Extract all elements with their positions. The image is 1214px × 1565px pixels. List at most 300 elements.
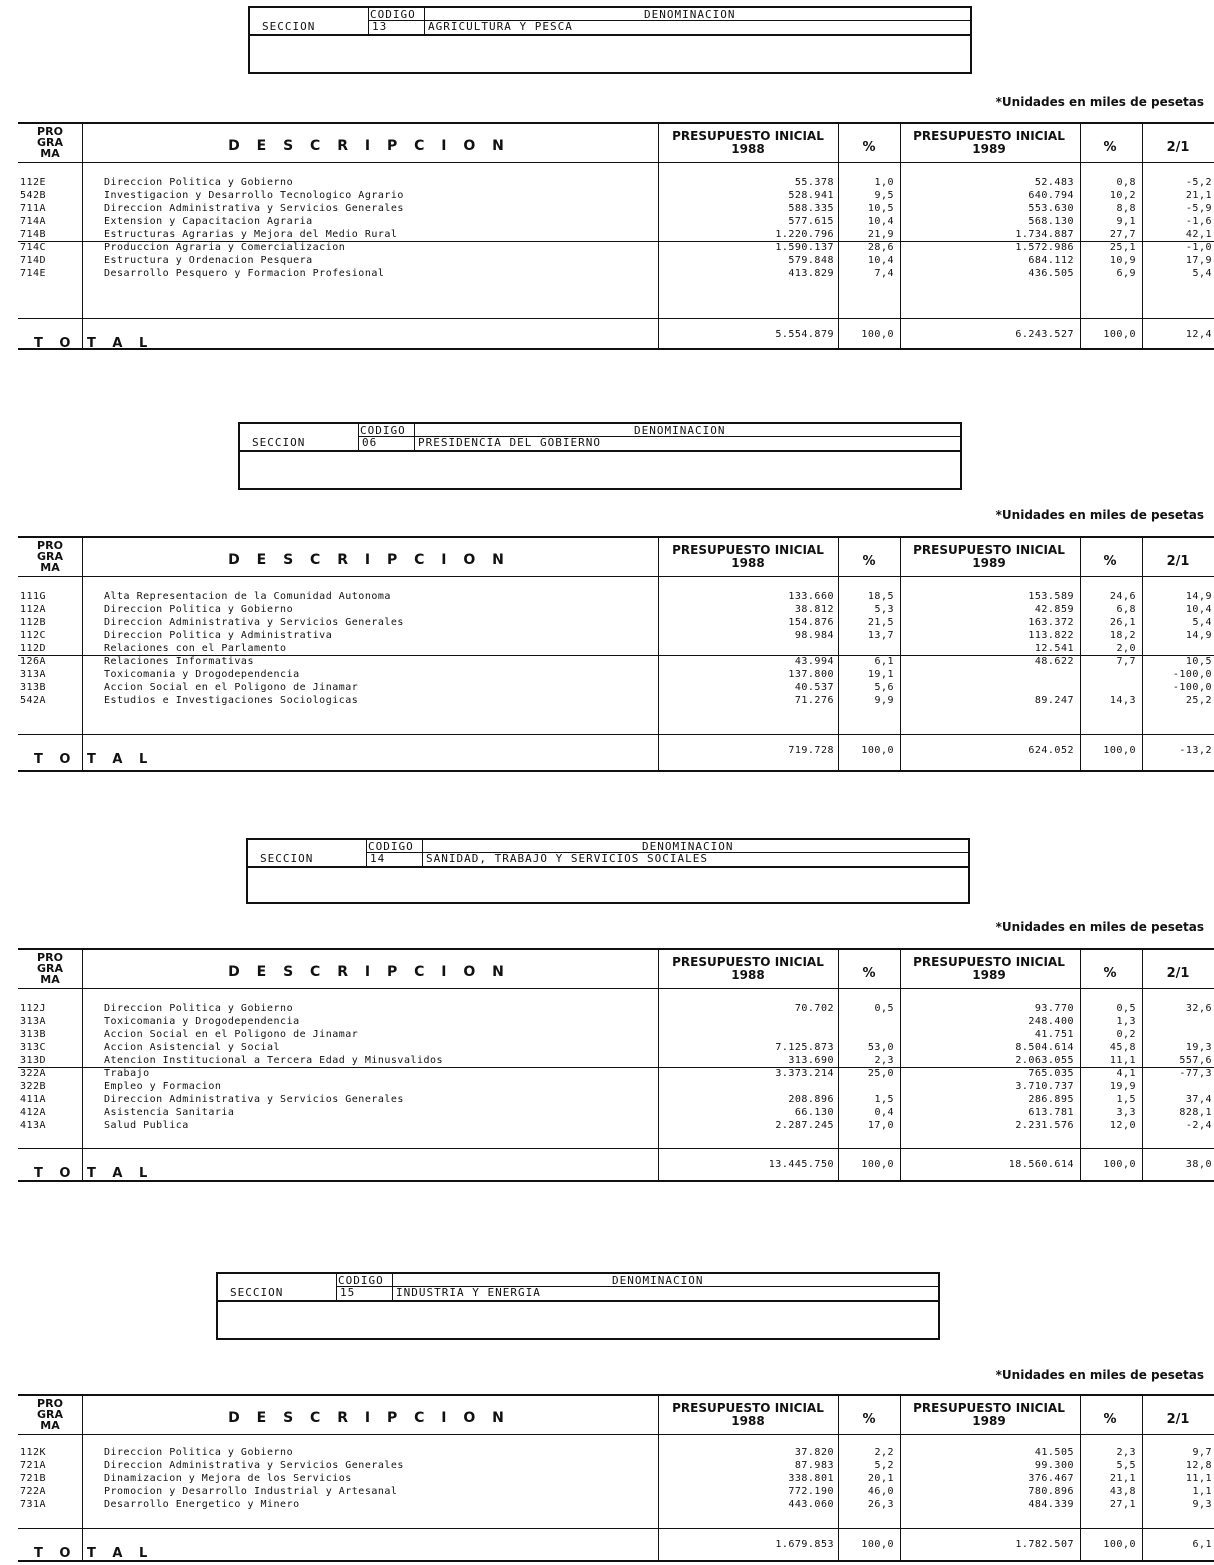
programa-code: 313D — [20, 1055, 47, 1066]
total-label: T O T A L — [34, 752, 154, 767]
units-note: *Unidades en miles de pesetas — [995, 508, 1204, 522]
descripcion-cell: Desarrollo Pesquero y Formacion Profesional — [104, 268, 385, 279]
pct-1989-cell: 10,9 — [1109, 255, 1136, 266]
pct-1989-cell: 9,1 — [1116, 216, 1136, 227]
pct-1989-cell: 45,8 — [1109, 1042, 1136, 1053]
programa-code: 313B — [20, 1029, 47, 1040]
divider — [336, 1274, 337, 1300]
total-label: T O T A L — [34, 336, 154, 351]
presupuesto-1988-cell: 70.702 — [794, 1003, 834, 1014]
ratio-cell: 17,9 — [1185, 255, 1212, 266]
pct-1989-cell: 12,0 — [1109, 1120, 1136, 1131]
presupuesto-1989-cell: 153.589 — [1028, 591, 1074, 602]
presupuesto-1988-header: PRESUPUESTO INICIAL 1988 — [672, 1401, 824, 1428]
programa-code: 411A — [20, 1094, 47, 1105]
descripcion-cell: Dinamizacion y Mejora de los Servicios — [104, 1473, 352, 1484]
presupuesto-1989-cell: 640.794 — [1028, 190, 1074, 201]
units-note: *Unidades en miles de pesetas — [995, 95, 1204, 109]
total-pct-1988: 100,0 — [861, 1159, 894, 1170]
presupuesto-1989-cell: 41.751 — [1034, 1029, 1074, 1040]
pct-1988-cell: 0,4 — [874, 1107, 894, 1118]
total-row — [18, 744, 1214, 757]
pct-1989-cell: 24,6 — [1109, 591, 1136, 602]
descripcion-cell: Toxicomania y Drogodependencia — [104, 669, 300, 680]
ratio-cell: 14,9 — [1185, 591, 1212, 602]
ratio-cell: -5,2 — [1185, 177, 1212, 188]
presupuesto-1989-cell: 765.035 — [1028, 1068, 1074, 1079]
divider — [368, 8, 369, 34]
total-divider — [18, 318, 1214, 319]
table-row — [18, 189, 1214, 202]
programa-header: PRO GRA MA — [36, 539, 63, 574]
presupuesto-1988-cell: 1.220.796 — [775, 229, 834, 240]
descripcion-cell: Promocion y Desarrollo Industrial y Artesanal — [104, 1486, 398, 1497]
presupuesto-1989-cell: 99.300 — [1034, 1460, 1074, 1471]
table-row — [18, 1472, 1214, 1485]
pct-1988-cell: 9,5 — [874, 190, 894, 201]
programa-code: 721A — [20, 1460, 47, 1471]
presupuesto-1989-cell: 2.063.055 — [1015, 1055, 1074, 1066]
programa-code: 111G — [20, 591, 47, 602]
presupuesto-1989-cell: 93.770 — [1034, 1003, 1074, 1014]
table-row — [18, 254, 1214, 267]
presupuesto-1988-cell: 133.660 — [788, 591, 834, 602]
pct-1989-cell: 7,7 — [1116, 656, 1136, 667]
total-pct-1988: 100,0 — [861, 329, 894, 340]
descripcion-cell: Investigacion y Desarrollo Tecnologico Agrario — [104, 190, 404, 201]
programa-code: 714B — [20, 229, 47, 240]
pct-1989-header: % — [1103, 140, 1117, 155]
pct-1989-header: % — [1103, 554, 1117, 569]
denominacion-value: SANIDAD, TRABAJO Y SERVICIOS SOCIALES — [426, 852, 709, 865]
section-header-box — [246, 838, 970, 904]
programa-code: 714D — [20, 255, 47, 266]
presupuesto-1988-cell: 2.287.245 — [775, 1120, 834, 1131]
budget-table — [18, 1394, 1214, 1562]
presupuesto-1989-cell: 613.781 — [1028, 1107, 1074, 1118]
total-divider — [18, 1148, 1214, 1149]
table-row — [18, 1080, 1214, 1093]
section-header-row — [240, 424, 960, 452]
pct-1988-cell: 18,5 — [867, 591, 894, 602]
descripcion-cell: Extension y Capacitacion Agraria — [104, 216, 313, 227]
total-pct-1988: 100,0 — [861, 1539, 894, 1550]
pct-1989-cell: 26,1 — [1109, 617, 1136, 628]
budget-table — [18, 948, 1214, 1182]
denominacion-value: INDUSTRIA Y ENERGIA — [396, 1286, 541, 1299]
total-row — [18, 1538, 1214, 1551]
programa-code: 412A — [20, 1107, 47, 1118]
pct-1988-cell: 10,4 — [867, 255, 894, 266]
presupuesto-1989-header: PRESUPUESTO INICIAL 1989 — [913, 129, 1065, 156]
pct-1989-cell: 6,8 — [1116, 604, 1136, 615]
descripcion-header: D E S C R I P C I O N — [228, 964, 510, 980]
pct-1988-cell: 26,3 — [867, 1499, 894, 1510]
ratio-cell: 12,8 — [1185, 1460, 1212, 1471]
table-row — [18, 1015, 1214, 1028]
table-row — [18, 1106, 1214, 1119]
codigo-label: CODIGO — [338, 1274, 384, 1287]
table-row — [18, 629, 1214, 642]
presupuesto-1989-cell: 553.630 — [1028, 203, 1074, 214]
presupuesto-1988-cell: 588.335 — [788, 203, 834, 214]
section-header-box — [216, 1272, 940, 1340]
pct-1988-cell: 21,5 — [867, 617, 894, 628]
total-divider — [18, 734, 1214, 735]
pct-1989-cell: 6,9 — [1116, 268, 1136, 279]
pct-1989-header: % — [1103, 1412, 1117, 1427]
ratio-cell: 21,1 — [1185, 190, 1212, 201]
total-presupuesto-1988: 5.554.879 — [775, 329, 834, 340]
presupuesto-1988-cell: 7.125.873 — [775, 1042, 834, 1053]
total-presupuesto-1989: 18.560.614 — [1008, 1159, 1074, 1170]
programa-code: 731A — [20, 1499, 47, 1510]
pct-1989-cell: 0,8 — [1116, 177, 1136, 188]
seccion-label: SECCION — [252, 436, 306, 449]
seccion-label: SECCION — [260, 852, 314, 865]
pct-1988-cell: 21,9 — [867, 229, 894, 240]
presupuesto-1988-cell: 208.896 — [788, 1094, 834, 1105]
descripcion-header: D E S C R I P C I O N — [228, 552, 510, 568]
programa-header: PRO GRA MA — [36, 1397, 63, 1432]
codigo-value: 15 — [340, 1286, 356, 1299]
section-header-box — [238, 422, 962, 490]
presupuesto-1989-cell: 12.541 — [1034, 643, 1074, 654]
ratio-cell: 9,3 — [1192, 1499, 1212, 1510]
pct-1988-header: % — [862, 140, 876, 155]
budget-table — [18, 536, 1214, 772]
table-row — [18, 202, 1214, 215]
header-divider — [18, 1434, 1214, 1435]
descripcion-cell: Produccion Agraria y Comercializacion — [104, 242, 346, 253]
ratio-cell: 19,3 — [1185, 1042, 1212, 1053]
total-label: T O T A L — [34, 1546, 154, 1561]
pct-1989-cell: 4,1 — [1116, 1068, 1136, 1079]
total-row — [18, 328, 1214, 341]
total-divider — [18, 1528, 1214, 1529]
programa-code: 714A — [20, 216, 47, 227]
pct-1989-cell: 1,3 — [1116, 1016, 1136, 1027]
pct-1989-header: % — [1103, 966, 1117, 981]
codigo-label: CODIGO — [368, 840, 414, 853]
ratio-cell: -2,4 — [1185, 1120, 1212, 1131]
divider — [414, 424, 415, 450]
ratio-cell: 11,1 — [1185, 1473, 1212, 1484]
section-header-row — [250, 8, 970, 36]
divider — [392, 1274, 393, 1300]
descripcion-cell: Direccion Administrativa y Servicios Generales — [104, 1094, 404, 1105]
pct-1988-header: % — [862, 966, 876, 981]
divider — [424, 8, 425, 34]
presupuesto-1988-cell: 579.848 — [788, 255, 834, 266]
descripcion-cell: Accion Social en el Poligono de Jinamar — [104, 1029, 359, 1040]
descripcion-cell: Direccion Administrativa y Servicios Generales — [104, 617, 404, 628]
total-presupuesto-1989: 624.052 — [1028, 745, 1074, 756]
units-note: *Unidades en miles de pesetas — [995, 1368, 1204, 1382]
programa-code: 542A — [20, 695, 47, 706]
pct-1988-cell: 5,6 — [874, 682, 894, 693]
descripcion-cell: Accion Asistencial y Social — [104, 1042, 281, 1053]
total-ratio: -13,2 — [1179, 745, 1212, 756]
table-row — [18, 1446, 1214, 1459]
ratio-cell: 9,7 — [1192, 1447, 1212, 1458]
programa-code: 322A — [20, 1068, 47, 1079]
descripcion-cell: Empleo y Formacion — [104, 1081, 222, 1092]
total-presupuesto-1988: 1.679.853 — [775, 1539, 834, 1550]
ratio-header: 2/1 — [1166, 966, 1190, 981]
table-row — [18, 681, 1214, 694]
programa-code: 112D — [20, 643, 47, 654]
programa-header: PRO GRA MA — [36, 951, 63, 986]
total-presupuesto-1988: 13.445.750 — [768, 1159, 834, 1170]
divider — [422, 840, 423, 866]
table-row — [18, 668, 1214, 681]
presupuesto-1988-cell: 37.820 — [794, 1447, 834, 1458]
ratio-cell: -1,6 — [1185, 216, 1212, 227]
pct-1989-cell: 0,2 — [1116, 1029, 1136, 1040]
pct-1989-cell: 27,1 — [1109, 1499, 1136, 1510]
programa-code: 126A — [20, 656, 47, 667]
presupuesto-1989-cell: 568.130 — [1028, 216, 1074, 227]
total-pct-1989: 100,0 — [1103, 1159, 1136, 1170]
presupuesto-1989-cell: 3.710.737 — [1015, 1081, 1074, 1092]
presupuesto-1989-cell: 484.339 — [1028, 1499, 1074, 1510]
budget-table — [18, 122, 1214, 350]
programa-code: 112B — [20, 617, 47, 628]
total-pct-1988: 100,0 — [861, 745, 894, 756]
descripcion-cell: Direccion Politica y Administrativa — [104, 630, 333, 641]
denominacion-value: AGRICULTURA Y PESCA — [428, 20, 573, 33]
descripcion-cell: Estructuras Agrarias y Mejora del Medio Rural — [104, 229, 398, 240]
presupuesto-1988-header: PRESUPUESTO INICIAL 1988 — [672, 955, 824, 982]
total-pct-1989: 100,0 — [1103, 745, 1136, 756]
presupuesto-1988-header: PRESUPUESTO INICIAL 1988 — [672, 129, 824, 156]
programa-code: 112A — [20, 604, 47, 615]
ratio-cell: 42,1 — [1185, 229, 1212, 240]
pct-1988-cell: 28,6 — [867, 242, 894, 253]
ratio-cell: -100,0 — [1172, 669, 1212, 680]
presupuesto-1989-cell: 1.734.887 — [1015, 229, 1074, 240]
ratio-cell: -100,0 — [1172, 682, 1212, 693]
descripcion-cell: Direccion Politica y Gobierno — [104, 1447, 294, 1458]
presupuesto-1989-cell: 436.505 — [1028, 268, 1074, 279]
descripcion-cell: Estudios e Investigaciones Sociologicas — [104, 695, 359, 706]
descripcion-cell: Direccion Administrativa y Servicios Generales — [104, 203, 404, 214]
pct-1989-cell: 1,5 — [1116, 1094, 1136, 1105]
pct-1988-cell: 1,5 — [874, 1094, 894, 1105]
descripcion-cell: Atencion Institucional a Tercera Edad y Minusvalidos — [104, 1055, 444, 1066]
codigo-label: CODIGO — [370, 8, 416, 21]
presupuesto-1989-cell: 41.505 — [1034, 1447, 1074, 1458]
pct-1989-cell: 8,8 — [1116, 203, 1136, 214]
total-ratio: 12,4 — [1185, 329, 1212, 340]
denominacion-label: DENOMINACION — [612, 1274, 704, 1287]
pct-1989-cell: 0,5 — [1116, 1003, 1136, 1014]
descripcion-cell: Direccion Politica y Gobierno — [104, 177, 294, 188]
presupuesto-1988-cell: 1.590.137 — [775, 242, 834, 253]
denominacion-value: PRESIDENCIA DEL GOBIERNO — [418, 436, 601, 449]
programa-code: 322B — [20, 1081, 47, 1092]
total-presupuesto-1989: 1.782.507 — [1015, 1539, 1074, 1550]
section-header-row — [218, 1274, 938, 1302]
codigo-value: 06 — [362, 436, 378, 449]
programa-code: 542B — [20, 190, 47, 201]
table-row — [18, 1119, 1214, 1132]
table-row — [18, 267, 1214, 280]
ratio-cell: -1,0 — [1185, 242, 1212, 253]
presupuesto-1988-cell: 313.690 — [788, 1055, 834, 1066]
denominacion-label: DENOMINACION — [642, 840, 734, 853]
header-divider — [18, 576, 1214, 577]
seccion-label: SECCION — [262, 20, 316, 33]
descripcion-cell: Trabajo — [104, 1068, 150, 1079]
descripcion-header: D E S C R I P C I O N — [228, 138, 510, 154]
total-pct-1989: 100,0 — [1103, 329, 1136, 340]
table-row — [18, 1459, 1214, 1472]
presupuesto-1988-cell: 40.537 — [794, 682, 834, 693]
programa-code: 711A — [20, 203, 47, 214]
divider — [366, 840, 367, 866]
ratio-header: 2/1 — [1166, 1412, 1190, 1427]
descripcion-cell: Direccion Politica y Gobierno — [104, 604, 294, 615]
descripcion-cell: Estructura y Ordenacion Pesquera — [104, 255, 313, 266]
pct-1989-cell: 2,3 — [1116, 1447, 1136, 1458]
ratio-header: 2/1 — [1166, 140, 1190, 155]
presupuesto-1988-cell: 154.876 — [788, 617, 834, 628]
table-row — [18, 228, 1214, 242]
table-row — [18, 603, 1214, 616]
presupuesto-1988-cell: 98.984 — [794, 630, 834, 641]
pct-1988-cell: 19,1 — [867, 669, 894, 680]
table-row — [18, 1002, 1214, 1015]
programa-code: 313A — [20, 669, 47, 680]
descripcion-cell: Toxicomania y Drogodependencia — [104, 1016, 300, 1027]
section-header-row — [248, 840, 968, 868]
presupuesto-1989-cell: 376.467 — [1028, 1473, 1074, 1484]
presupuesto-1988-cell: 338.801 — [788, 1473, 834, 1484]
programa-code: 112E — [20, 177, 47, 188]
pct-1989-cell: 18,2 — [1109, 630, 1136, 641]
programa-code: 112K — [20, 1447, 47, 1458]
presupuesto-1988-cell: 66.130 — [794, 1107, 834, 1118]
header-divider — [18, 162, 1214, 163]
presupuesto-1989-cell: 248.400 — [1028, 1016, 1074, 1027]
programa-code: 313A — [20, 1016, 47, 1027]
table-row — [18, 590, 1214, 603]
table-row — [18, 215, 1214, 228]
descripcion-cell: Relaciones con el Parlamento — [104, 643, 287, 654]
pct-1989-cell: 27,7 — [1109, 229, 1136, 240]
descripcion-cell: Relaciones Informativas — [104, 656, 254, 667]
presupuesto-1989-cell: 48.622 — [1034, 656, 1074, 667]
pct-1988-cell: 5,3 — [874, 604, 894, 615]
programa-code: 722A — [20, 1486, 47, 1497]
presupuesto-1989-cell: 780.896 — [1028, 1486, 1074, 1497]
presupuesto-1988-cell: 443.060 — [788, 1499, 834, 1510]
presupuesto-1989-cell: 286.895 — [1028, 1094, 1074, 1105]
presupuesto-1988-cell: 413.829 — [788, 268, 834, 279]
pct-1988-cell: 9,9 — [874, 695, 894, 706]
pct-1988-cell: 1,0 — [874, 177, 894, 188]
presupuesto-1988-cell: 577.615 — [788, 216, 834, 227]
presupuesto-1989-cell: 42.859 — [1034, 604, 1074, 615]
presupuesto-1989-header: PRESUPUESTO INICIAL 1989 — [913, 543, 1065, 570]
descripcion-cell: Asistencia Sanitaria — [104, 1107, 235, 1118]
programa-code: 112C — [20, 630, 47, 641]
ratio-cell: 10,5 — [1185, 656, 1212, 667]
table-row — [18, 1498, 1214, 1511]
ratio-cell: 557,6 — [1179, 1055, 1212, 1066]
pct-1989-cell: 11,1 — [1109, 1055, 1136, 1066]
presupuesto-1988-header: PRESUPUESTO INICIAL 1988 — [672, 543, 824, 570]
programa-code: 721B — [20, 1473, 47, 1484]
pct-1988-cell: 0,5 — [874, 1003, 894, 1014]
pct-1989-cell: 43,8 — [1109, 1486, 1136, 1497]
total-label: T O T A L — [34, 1166, 154, 1181]
ratio-cell: 1,1 — [1192, 1486, 1212, 1497]
pct-1988-cell: 25,0 — [867, 1068, 894, 1079]
presupuesto-1989-cell: 89.247 — [1034, 695, 1074, 706]
descripcion-header: D E S C R I P C I O N — [228, 1410, 510, 1426]
ratio-cell: -77,3 — [1179, 1068, 1212, 1079]
pct-1989-cell: 21,1 — [1109, 1473, 1136, 1484]
total-ratio: 6,1 — [1192, 1539, 1212, 1550]
presupuesto-1989-cell: 8.504.614 — [1015, 1042, 1074, 1053]
programa-code: 413A — [20, 1120, 47, 1131]
codigo-label: CODIGO — [360, 424, 406, 437]
presupuesto-1988-cell: 43.994 — [794, 656, 834, 667]
programa-code: 313C — [20, 1042, 47, 1053]
presupuesto-1989-cell: 52.483 — [1034, 177, 1074, 188]
pct-1989-cell: 19,9 — [1109, 1081, 1136, 1092]
pct-1988-cell: 46,0 — [867, 1486, 894, 1497]
presupuesto-1988-cell: 3.373.214 — [775, 1068, 834, 1079]
codigo-value: 13 — [372, 20, 388, 33]
descripcion-cell: Salud Publica — [104, 1120, 189, 1131]
units-note: *Unidades en miles de pesetas — [995, 920, 1204, 934]
descripcion-cell: Direccion Administrativa y Servicios Generales — [104, 1460, 404, 1471]
pct-1988-cell: 10,4 — [867, 216, 894, 227]
pct-1988-header: % — [862, 554, 876, 569]
descripcion-cell: Desarrollo Energetico y Minero — [104, 1499, 300, 1510]
pct-1988-cell: 6,1 — [874, 656, 894, 667]
total-presupuesto-1988: 719.728 — [788, 745, 834, 756]
table-row — [18, 241, 1214, 254]
programa-code: 714C — [20, 242, 47, 253]
pct-1988-header: % — [862, 1412, 876, 1427]
descripcion-cell: Accion Social en el Poligono de Jinamar — [104, 682, 359, 693]
pct-1989-cell: 10,2 — [1109, 190, 1136, 201]
presupuesto-1989-cell: 163.372 — [1028, 617, 1074, 628]
pct-1988-cell: 7,4 — [874, 268, 894, 279]
programa-code: 112J — [20, 1003, 47, 1014]
pct-1988-cell: 53,0 — [867, 1042, 894, 1053]
ratio-cell: 5,4 — [1192, 617, 1212, 628]
table-row — [18, 1485, 1214, 1498]
pct-1988-cell: 2,2 — [874, 1447, 894, 1458]
table-row — [18, 642, 1214, 656]
table-row — [18, 1067, 1214, 1080]
pct-1988-cell: 2,3 — [874, 1055, 894, 1066]
presupuesto-1988-cell: 528.941 — [788, 190, 834, 201]
table-row — [18, 1041, 1214, 1054]
presupuesto-1989-cell: 684.112 — [1028, 255, 1074, 266]
ratio-cell: 32,6 — [1185, 1003, 1212, 1014]
presupuesto-1988-cell: 137.800 — [788, 669, 834, 680]
pct-1989-cell: 3,3 — [1116, 1107, 1136, 1118]
table-row — [18, 1028, 1214, 1041]
presupuesto-1988-cell: 772.190 — [788, 1486, 834, 1497]
